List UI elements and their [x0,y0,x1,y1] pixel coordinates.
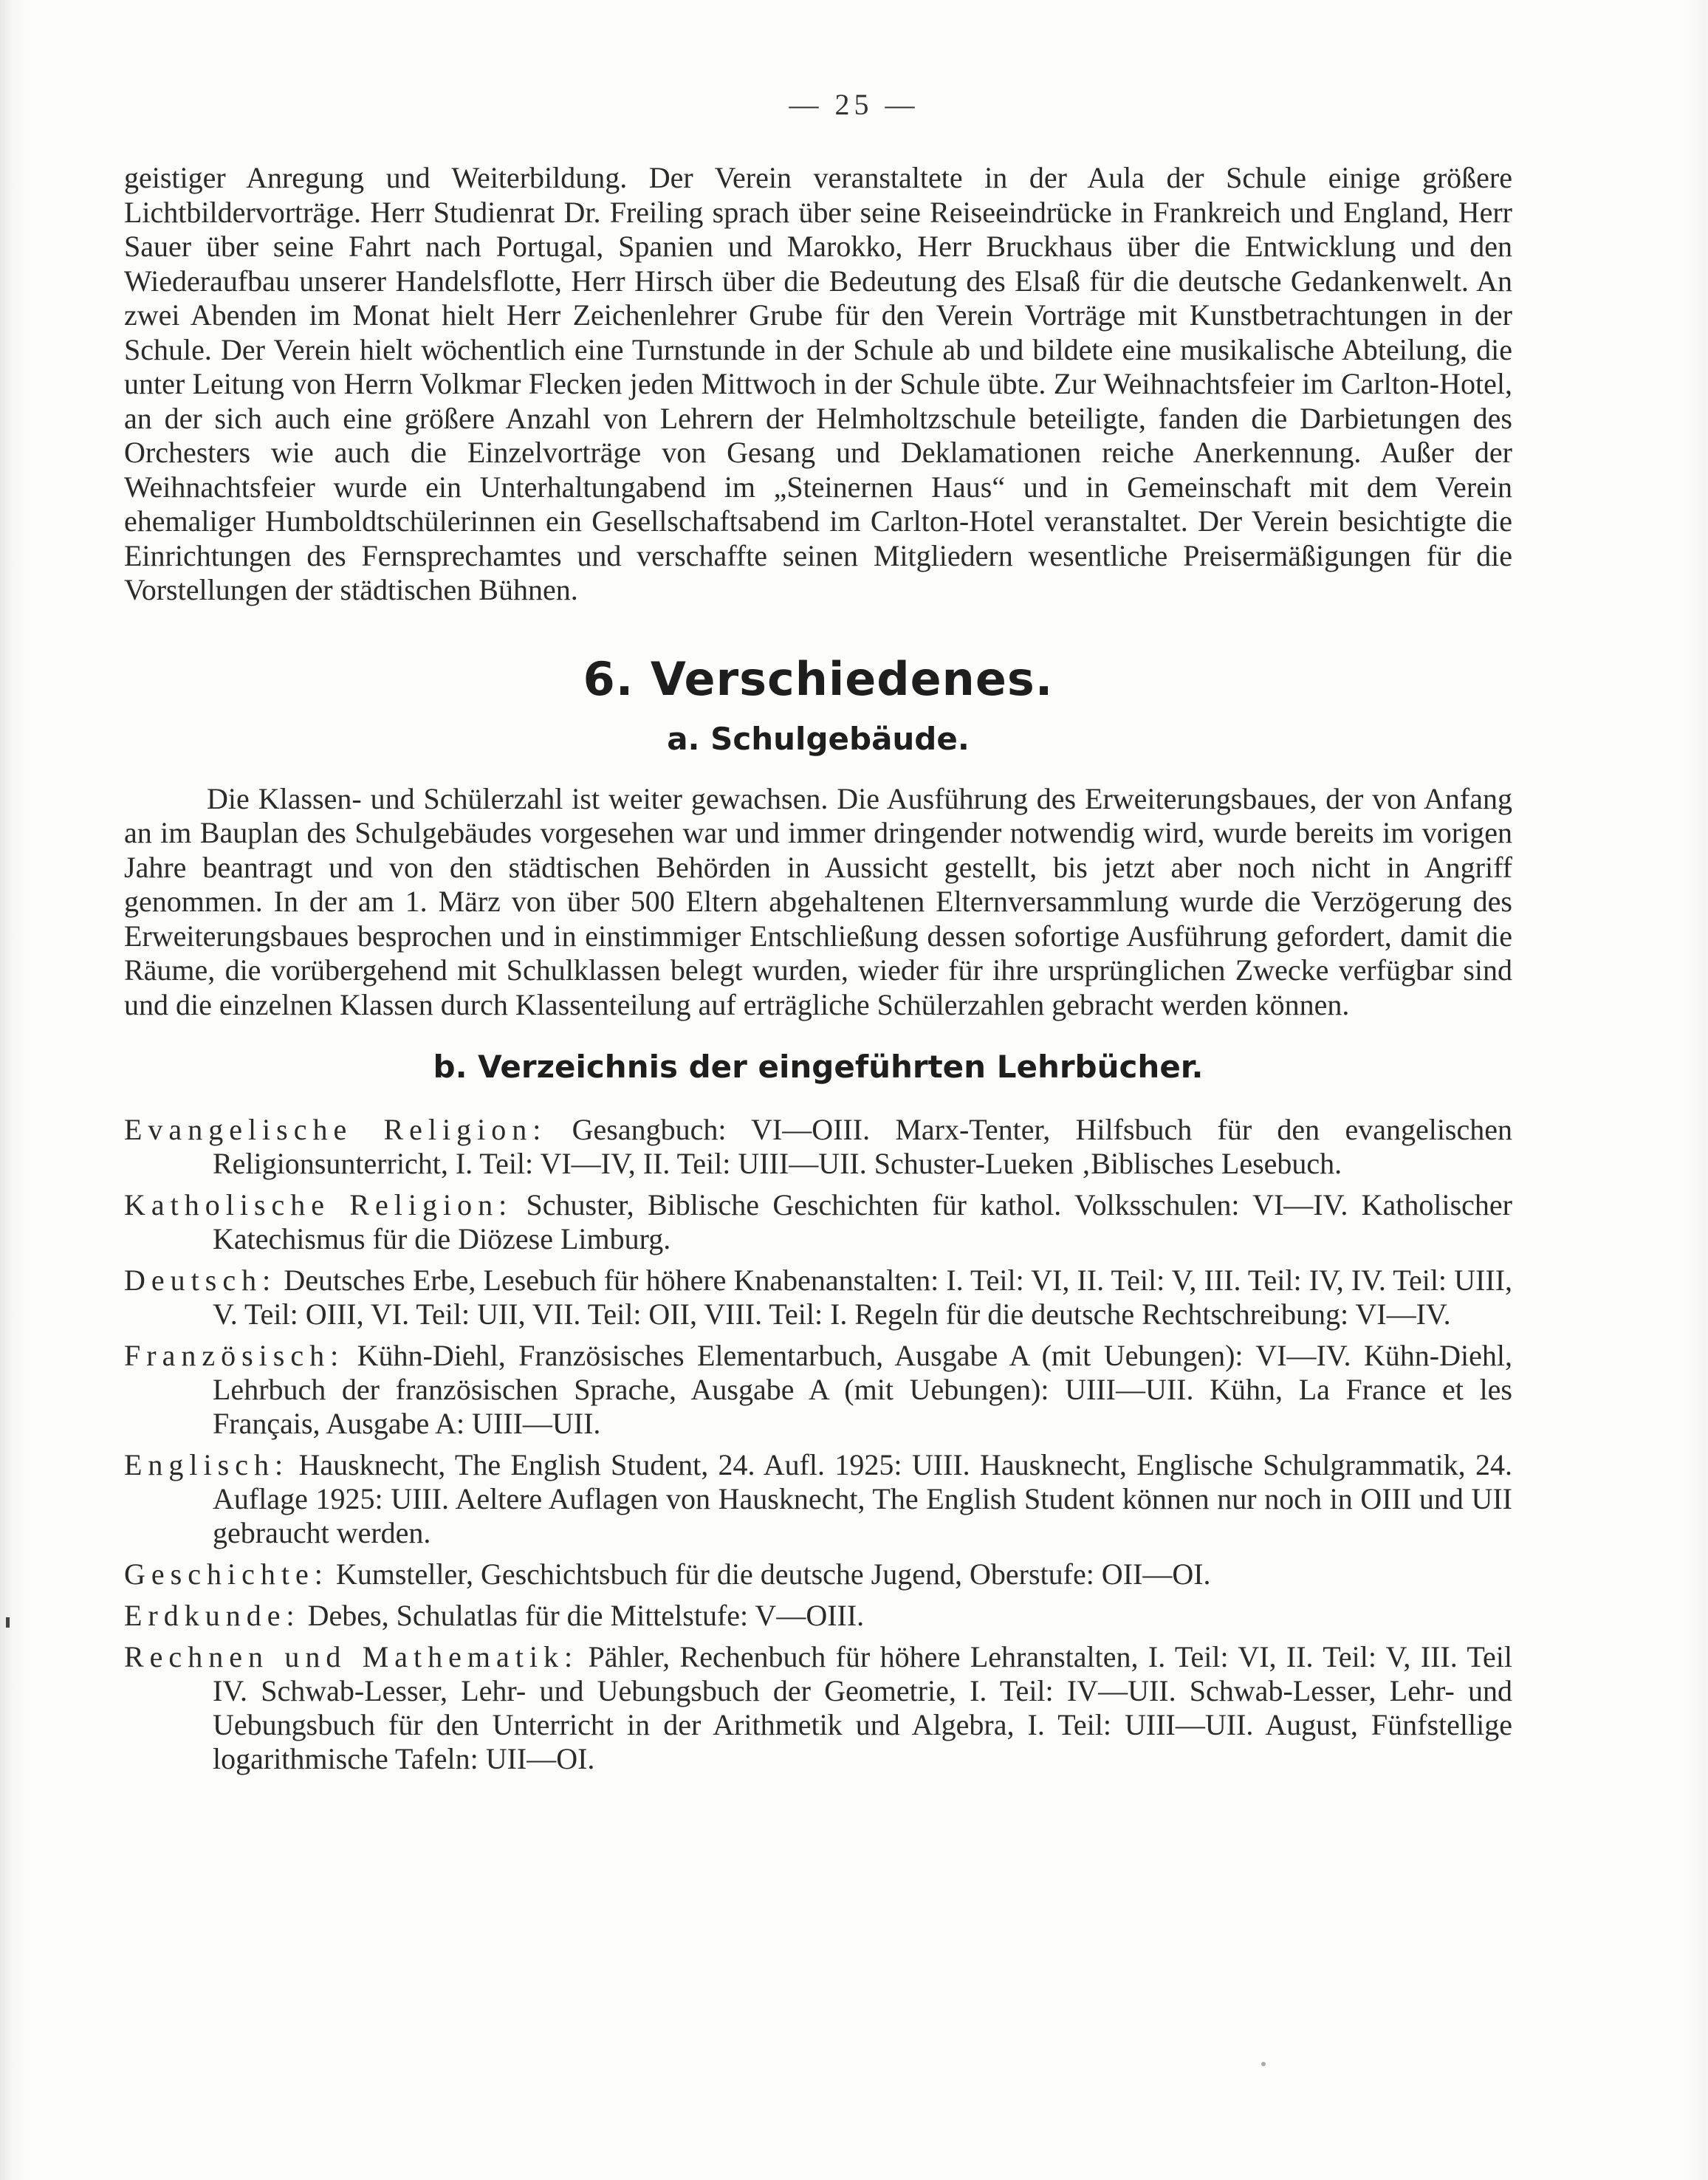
textbook-subject: Rechnen und Mathematik: [124,1640,579,1673]
textbook-subject: Evangelische Religion: [124,1113,547,1146]
textbook-entry [124,1557,1512,1591]
textbook-subject: Katholische Religion: [124,1188,513,1221]
textbook-entry [124,1264,1512,1331]
textbook-text: Kühn-Diehl, Französisches Elementarbuch, Ausgabe A (mit Uebungen): VI—IV. Kühn-Diehl, Lehrbuch der französischen Sprache, Ausgabe A (mit Uebungen): UIII—UII. Kühn, La France et les Français, Ausgabe A: UIII—UII. [213,1339,1512,1440]
scan-edge-mark [6,1617,10,1628]
subsection-a-title: a. Schulgebäude. [667,720,970,757]
textbook-text: Schuster, Biblische Geschichten für kathol. Volksschulen: VI—IV. Katholischer Katechismus für die Diözese Limburg. [213,1188,1512,1255]
scan-speck [1261,2062,1266,2066]
subsection-b-title: b. Verzeichnis der eingeführten Lehrbücher. [433,1049,1204,1085]
textbook-text: Gesangbuch: VI—OIII. Marx-Tenter, Hilfsbuch für den evangelischen Religionsunterricht, I. Teil: VI—IV, II. Teil: UIII—UII. Schuster-Lueken ‚Biblisches Lesebuch. [213,1113,1513,1180]
section-title: 6. Verschiedenes. [583,651,1054,706]
intro-paragraph: geistiger Anregung und Weiterbildung. Der Verein veranstaltete in der Aula der Schule einige größere Lichtbildervorträge. Herr Studienrat Dr. Freiling sprach über seine Reiseeindrücke in Frankreich und England, Herr Sauer über seine Fahrt nach Portugal, Spanien und Marokko, Herr Bruckhaus über die Entwicklung und den Wiederaufbau unserer Handelsflotte, Herr Hirsch über die Bedeutung des Elsaß für die deutsche Gedankenwelt. An zwei Abenden im Monat hielt Herr Zeichenlehrer Grube für den Verein Vorträge mit Kunstbetrachtungen in der Schule. Der Verein hielt wöchentlich eine Turnstunde in der Schule ab und bildete eine musikalische Abteilung, die unter Leitung von Herrn Volkmar Flecken jeden Mittwoch in der Schule übte. Zur Weihnachtsfeier im Carlton-Hotel, an der sich auch eine größere Anzahl von Lehrern der Helmholtzschule beteiligte, fanden die Darbietungen des Orchesters wie auch die Einzelvorträge von Gesang und Deklamationen reiche Anerkennung. Außer der Weihnachtsfeier wurde ein Unterhaltungabend im „Steinernen Haus“ und in Gemeinschaft mit dem Verein ehemaliger Humboldtschülerinnen ein Gesellschaftsabend im Carlton-Hotel veranstaltet. Der Verein besichtigte die Einrichtungen des Fernsprechamtes und verschaffte seinen Mitgliedern wesentliche Preisermäßigungen für die Vorstellungen der städtischen Bühnen. [124,161,1512,606]
textbook-text: Hausknecht, The English Student, 24. Aufl. 1925: UIII. Hausknecht, Englische Schulgrammatik, 24. Auflage 1925: UIII. Aeltere Auflagen von Hausknecht, The English Student können nur noch in OIII und UII gebraucht werden. [213,1448,1512,1549]
textbook-list [124,1113,1512,1776]
page-number: — 25 — [789,88,919,121]
textbook-entry [124,1188,1512,1256]
textbook-entry [124,1599,1512,1633]
page-content [124,161,1512,1783]
textbook-subject: Geschichte: [124,1557,329,1591]
textbook-entry [124,1448,1512,1550]
textbook-subject: Erdkunde: [124,1599,301,1632]
textbook-subject: Englisch: [124,1448,289,1481]
textbook-text: Kumsteller, Geschichtsbuch für die deutsche Jugend, Oberstufe: OII—OI. [335,1557,1211,1591]
textbook-entry [124,1339,1512,1441]
textbook-subject: Deutsch: [124,1264,277,1297]
textbook-entry [124,1640,1512,1776]
textbook-entry [124,1113,1512,1181]
textbook-text: Debes, Schulatlas für die Mittelstufe: V—OIII. [307,1599,865,1632]
textbook-text: Pähler, Rechenbuch für höhere Lehranstalten, I. Teil: VI, II. Teil: V, III. Teil IV. Schwab-Lesser, Lehr- und Uebungsbuch der Geometrie, I. Teil: IV—UII. Schwab-Lesser, Lehr- und Uebungsbuch für den Unterricht in der Arithmetik und Algebra, I. Teil: UIII—UII. August, Fünfstellige logarithmische Tafeln: UII—OI. [213,1640,1513,1775]
subsection-a-text: Die Klassen- und Schülerzahl ist weiter gewachsen. Die Ausführung des Erweiterungsbaues, der von Anfang an im Bauplan des Schulgebäudes vorgesehen war und immer dringender notwendig wird, wurde bereits im vorigen Jahre beantragt und von den städtischen Behörden in Aussicht gestellt, bis jetzt aber noch nicht in Angriff genommen. In der am 1. März von über 500 Eltern abgehaltenen Elternversammlung wurde die Verzögerung des Erweiterungsbaues besprochen und in einstimmiger Entschließung dessen sofortige Ausführung gefordert, damit die Räume, die vorübergehend mit Schulklassen belegt wurden, wieder für ihre ursprünglichen Zwecke verfügbar sind und die einzelnen Klassen durch Klassenteilung auf erträgliche Schülerzahlen gebracht werden können. [124,781,1512,1021]
textbook-subject: Französisch: [124,1339,345,1372]
textbook-text: Deutsches Erbe, Lesebuch für höhere Knabenanstalten: I. Teil: VI, II. Teil: V, III. Teil: IV, IV. Teil: UIII, V. Teil: OIII, VI. Teil: UII, VII. Teil: OII, VIII. Teil: I. Regeln für die deutsche Rechtschreibung: VI—IV. [213,1264,1513,1331]
